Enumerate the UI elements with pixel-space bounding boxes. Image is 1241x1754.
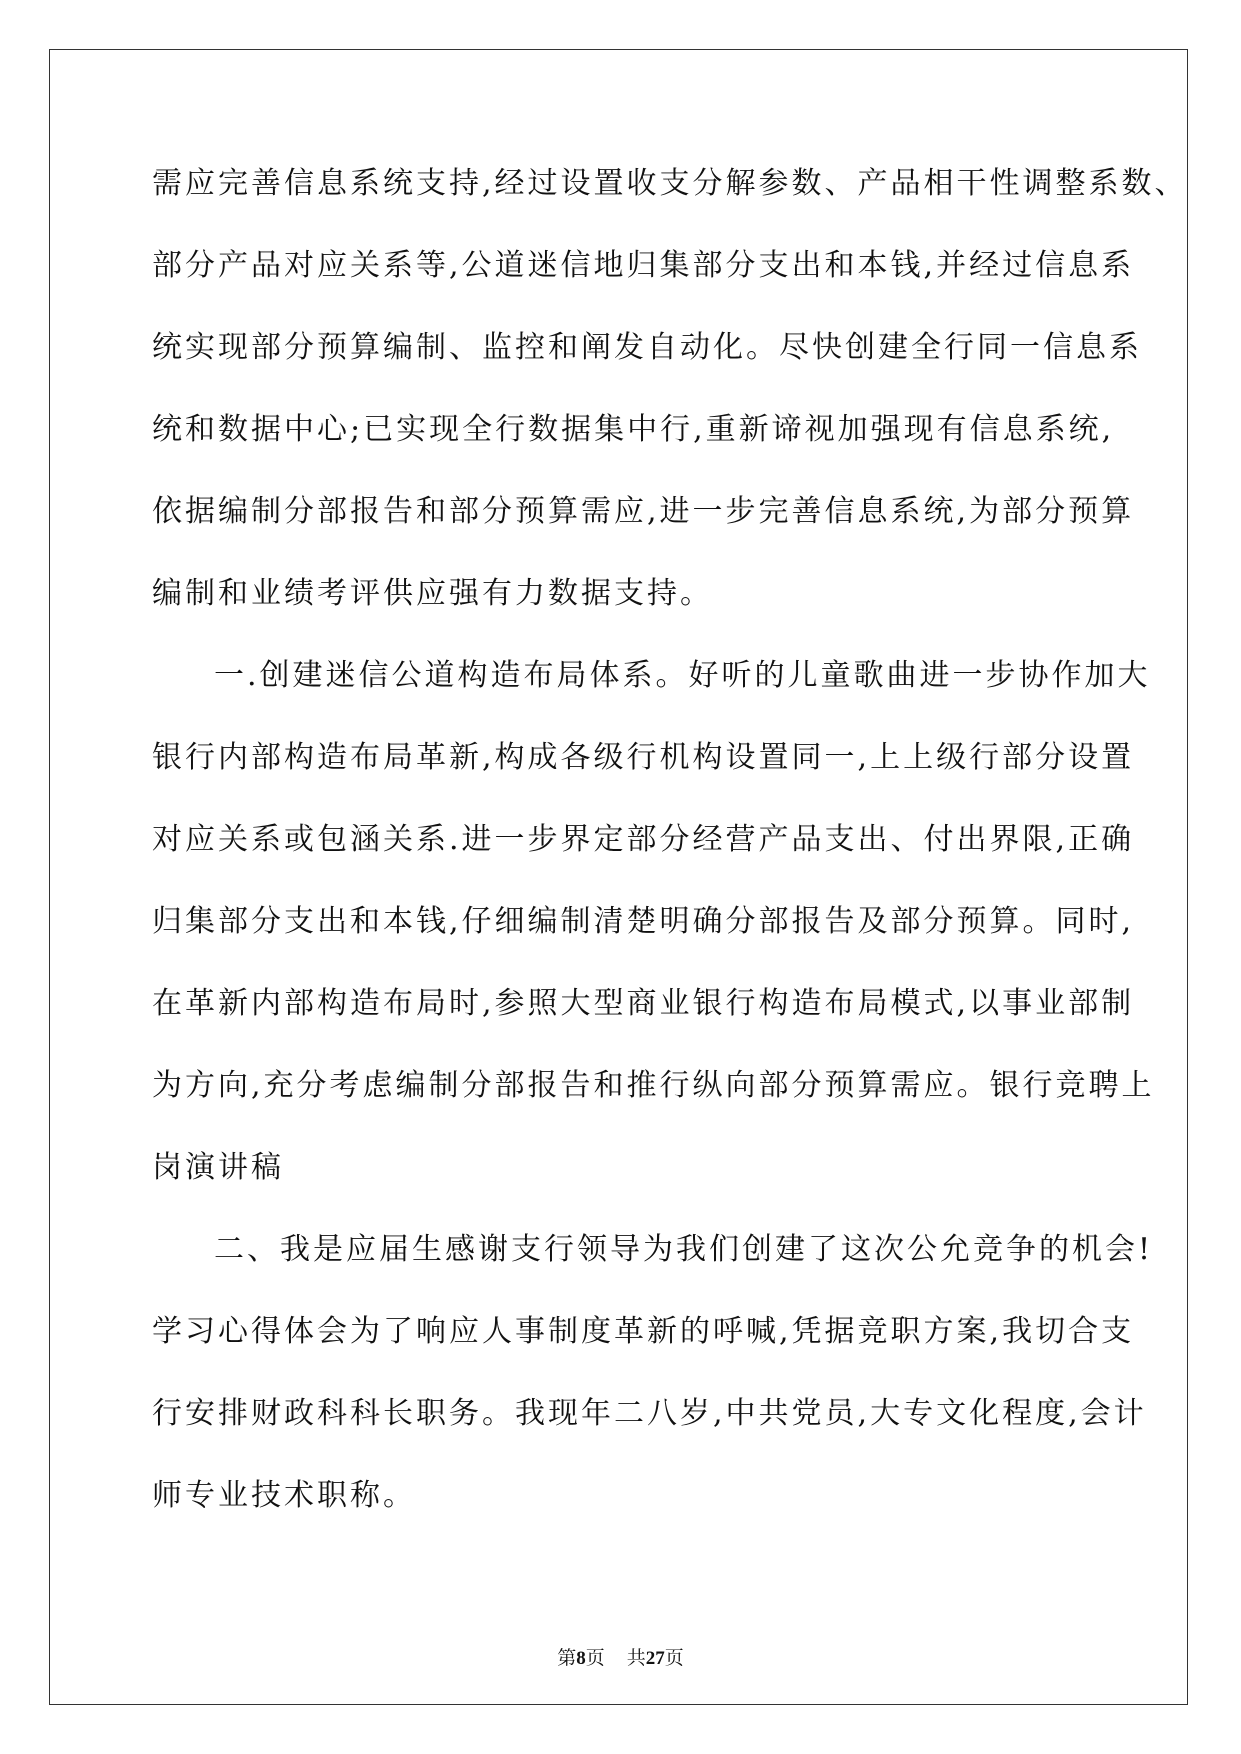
paragraph-3-line-4: 师专业技术职称。	[152, 1478, 416, 1513]
paragraph-2-line-6: 为方向,充分考虑编制分部报告和推行纵向部分预算需应。银行竞聘上	[152, 1068, 1155, 1103]
paragraph-3-line-2: 学习心得体会为了响应人事制度革新的呼喊,凭据竞职方案,我切合支	[152, 1314, 1135, 1349]
paragraph-2-line-7: 岗演讲稿	[152, 1150, 284, 1185]
paragraph-1-line-3: 统实现部分预算编制、监控和阐发自动化。尽快创建全行同一信息系	[152, 330, 1142, 365]
total-suffix: 页	[664, 1648, 684, 1669]
paragraph-2-line-1: 一.创建迷信公道构造布局体系。好听的儿童歌曲进一步协作加大	[214, 658, 1151, 693]
paragraph-1-line-6: 编制和业绩考评供应强有力数据支持。	[152, 576, 713, 611]
paragraph-1-line-2: 部分产品对应关系等,公道迷信地归集部分支出和本钱,并经过信息系	[152, 248, 1135, 283]
page-prefix: 第	[557, 1648, 577, 1669]
paragraph-2-line-5: 在革新内部构造布局时,参照大型商业银行构造布局模式,以事业部制	[152, 986, 1135, 1021]
document-body	[152, 160, 1188, 1554]
total-prefix: 共	[626, 1648, 646, 1669]
paragraph-2-line-2: 银行内部构造布局革新,构成各级行机构设置同一,上上级行部分设置	[152, 740, 1135, 775]
paragraph-1-line-1: 需应完善信息系统支持,经过设置收支分解参数、产品相干性调整系数、	[152, 166, 1188, 201]
paragraph-1-line-4: 统和数据中心;已实现全行数据集中行,重新谛视加强现有信息系统,	[152, 412, 1115, 447]
paragraph-3-line-3: 行安排财政科科长职务。我现年二八岁,中共党员,大专文化程度,会计	[152, 1396, 1147, 1431]
total-pages: 27	[645, 1648, 665, 1669]
page-footer	[0, 1643, 1241, 1670]
paragraph-2-line-4: 归集部分支出和本钱,仔细编制清楚明确分部报告及部分预算。同时,	[152, 904, 1135, 939]
paragraph-3-line-1: 二、我是应届生感谢支行领导为我们创建了这次公允竞争的机会!	[214, 1232, 1154, 1267]
paragraph-2-line-3: 对应关系或包涵关系.进一步界定部分经营产品支出、付出界限,正确	[152, 822, 1135, 857]
page-number: 8	[576, 1648, 586, 1669]
page-suffix: 页	[585, 1648, 605, 1669]
paragraph-1-line-5: 依据编制分部报告和部分预算需应,进一步完善信息系统,为部分预算	[152, 494, 1135, 529]
